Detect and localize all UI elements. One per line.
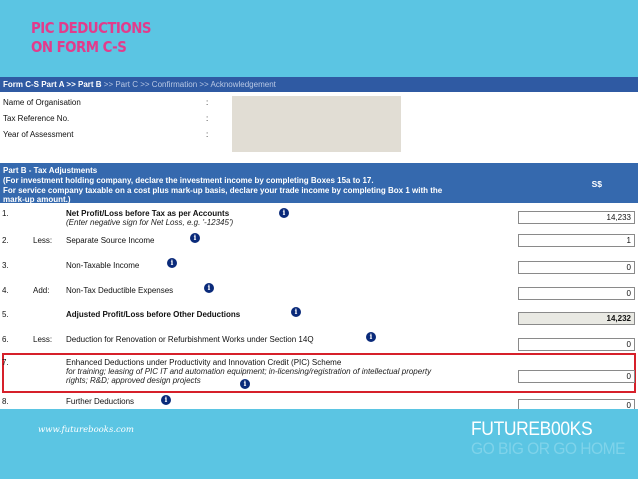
line-hint-2: rights; R&D; approved design projects: [66, 376, 201, 385]
part-b-header: [0, 163, 638, 203]
line-hint-1: for training; leasing of PIC IT and automation equipment; in-licensing/registration of intellectual property: [66, 367, 432, 376]
line-label: Non-Tax Deductible Expenses: [66, 286, 174, 295]
line-label: [66, 209, 233, 227]
line-number: 7.: [2, 358, 9, 367]
organisation-info: [0, 92, 638, 163]
line-label-text: Net Profit/Loss before Tax as per Accounts: [66, 209, 230, 218]
further-deductions-input[interactable]: 0: [518, 399, 635, 409]
year-label: Year of Assessment: [3, 130, 74, 139]
part-b-note-2: For service company taxable on a cost plus mark-up basis, declare your trade income by completing Box 1 with the: [3, 185, 443, 195]
line-qualifier: Less:: [33, 335, 53, 344]
info-icon[interactable]: i: [279, 208, 289, 218]
info-icon[interactable]: i: [366, 332, 376, 342]
info-icon[interactable]: i: [291, 307, 301, 317]
line-number: 1.: [2, 209, 9, 218]
line-number: 8.: [2, 397, 9, 406]
info-icon[interactable]: i: [240, 379, 250, 389]
info-icon[interactable]: i: [167, 258, 177, 268]
line-number: 4.: [2, 286, 9, 295]
part-b-title: Part B - Tax Adjustments: [3, 166, 98, 175]
part-b-note-3: mark-up amount.): [3, 195, 71, 205]
slide-title-line-1: PIC DEDUCTIONS: [31, 19, 151, 37]
line-qualifier: Add:: [33, 286, 50, 295]
pic-deduction-input[interactable]: 0: [518, 370, 635, 383]
org-name-label: Name of Organisation: [3, 98, 81, 107]
slide-title-line-2: ON FORM C-S: [31, 38, 127, 56]
line-number: 3.: [2, 261, 9, 270]
breadcrumb-current[interactable]: Form C-S Part A >> Part B: [3, 80, 102, 89]
website-link[interactable]: www.futurebooks.com: [38, 425, 134, 435]
colon: :: [206, 114, 209, 123]
brand-name: FUTUREB00KS: [471, 419, 593, 440]
net-profit-input[interactable]: 14,233: [518, 211, 635, 224]
breadcrumb: [0, 77, 638, 92]
info-icon[interactable]: i: [190, 233, 200, 243]
breadcrumb-rest: >> Part C >> Confirmation >> Acknowledgement: [101, 80, 276, 89]
brand-tagline: GO BIG OR GO HOME: [471, 439, 625, 458]
separate-source-income-input[interactable]: 1: [518, 234, 635, 247]
line-label: Non-Taxable Income: [66, 261, 140, 270]
info-icon[interactable]: i: [161, 395, 171, 405]
form-c-s-panel: [0, 77, 638, 409]
redacted-info-box: [232, 96, 401, 152]
non-taxable-income-input[interactable]: 0: [518, 261, 635, 274]
info-icon[interactable]: i: [204, 283, 214, 293]
non-tax-deductible-input[interactable]: 0: [518, 287, 635, 300]
line-label: Adjusted Profit/Loss before Other Deductions: [66, 310, 241, 319]
line-label: Further Deductions: [66, 397, 135, 406]
colon: :: [206, 98, 209, 107]
line-qualifier: Less:: [33, 236, 53, 245]
line-label: Deduction for Renovation or Refurbishment Works under Section 14Q: [66, 335, 314, 344]
part-b-note-1: (For investment holding company, declare the investment income by completing Boxes 15a to 17.: [3, 175, 374, 185]
line-hint: (Enter negative sign for Net Loss, e.g. '-12345'): [66, 218, 234, 227]
line-number: 2.: [2, 236, 9, 245]
line-label: Separate Source Income: [66, 236, 155, 245]
currency-label: S$: [591, 179, 602, 189]
line-number: 6.: [2, 335, 9, 344]
colon: :: [206, 130, 209, 139]
line-label-text: Enhanced Deductions under Productivity and Innovation Credit (PIC) Scheme: [66, 358, 342, 367]
brand-logo: [471, 420, 638, 457]
slide-title: [31, 19, 151, 57]
renovation-deduction-input[interactable]: 0: [518, 338, 635, 351]
line-number: 5.: [2, 310, 9, 319]
adjusted-profit-value: 14,232: [518, 312, 635, 325]
tax-ref-label: Tax Reference No.: [3, 114, 70, 123]
